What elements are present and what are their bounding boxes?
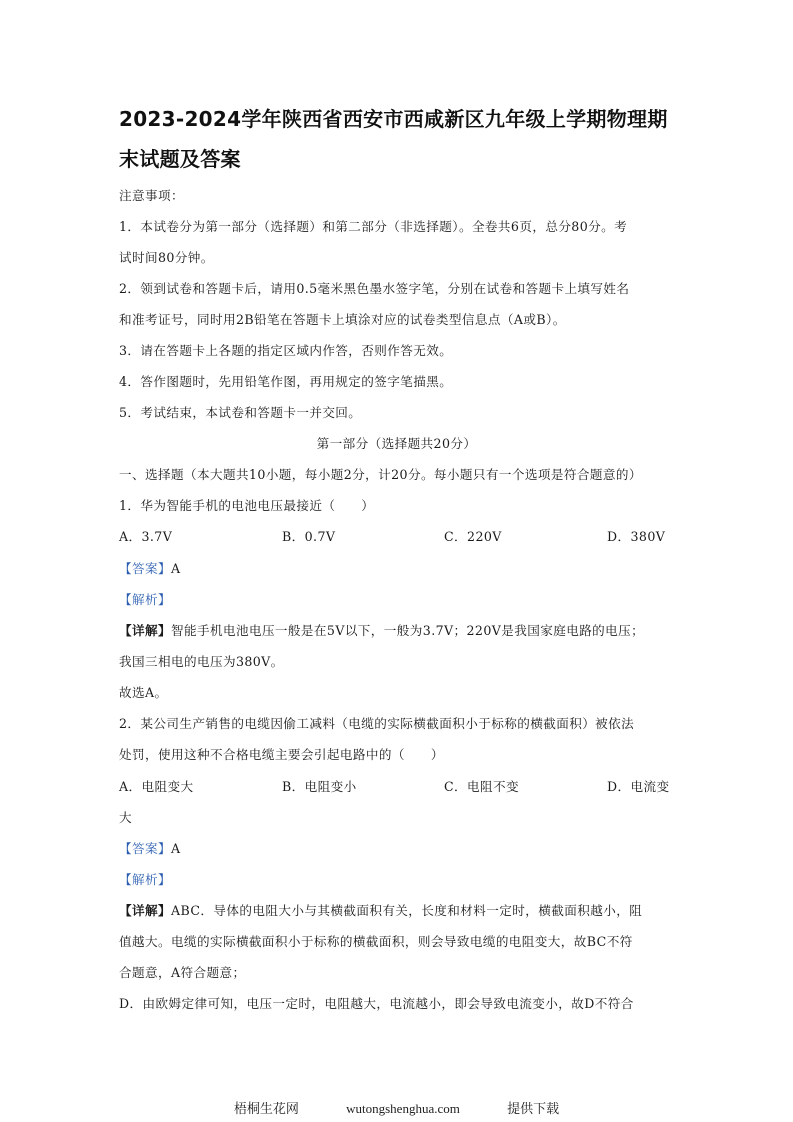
question-1-answer [119,561,684,577]
question-2-analysis [119,872,684,888]
question-2-stem-2: 处罚，使用这种不合格电缆主要会引起电路中的（ ） [119,747,444,762]
part-heading: 第一部分（选择题共20分） [316,436,477,451]
question-1-detail-2: 我国三相电的电压为380V。 [119,654,284,669]
question-1-option-d: D．380V [607,529,666,544]
question-2-detail-2: 值越大。电缆的实际横截面积小于标称的横截面积，则会导致电缆的电阻变大，故BC不符 [119,934,633,949]
question-1-option-a: A．3.7V [119,529,173,544]
notice-1: 1．本试卷分为第一部分（选择题）和第二部分（非选择题）。全卷共6页，总分80分。考 [119,219,628,234]
analysis-label: 【解析】 [119,592,171,607]
question-1-analysis [119,592,684,608]
notice-1-cont: 试时间80分钟。 [119,250,214,265]
question-1-stem: 1．华为智能手机的电池电压最接近（ ） [119,498,375,513]
notice-4: 4．答作图题时，先用铅笔作图，再用规定的签字笔描黑。 [119,374,453,389]
document-title-line-1: 2023-2024学年陕西省西安市西咸新区九年级上学期物理期 [119,107,668,131]
footer-site-name: 梧桐生花网 [233,1101,299,1116]
question-2-stem-1: 2．某公司生产销售的电缆因偷工减料（电缆的实际横截面积小于标称的横截面积）被依法 [119,716,635,731]
notice-2-cont: 和准考证号，同时用2B铅笔在答题卡上填涂对应的试卷类型信息点（A或B）。 [119,312,566,327]
footer-tagline: 提供下载 [507,1101,560,1116]
question-2-option-d: D．电流变 [607,779,670,794]
detail-text: 智能手机电池电压一般是在5V以下，一般为3.7V；220V是我国家庭电路的电压； [170,623,645,638]
answer-value: A [170,561,181,576]
question-2-detail-3: 合题意，A符合题意； [119,965,246,980]
question-1-option-b: B．0.7V [282,529,336,544]
notice-3: 3．请在答题卡上各题的指定区域内作答，否则作答无效。 [119,343,453,358]
question-2-option-c: C．电阻不变 [444,779,520,794]
answer-value: A [170,841,181,856]
answer-label: 【答案】 [119,841,171,856]
detail-label: 【详解】 [119,623,171,638]
question-1-detail-1 [119,623,684,639]
section-heading: 一、选择题（本大题共10小题，每小题2分，计20分。每小题只有一个选项是符合题意的） [119,467,642,482]
analysis-label: 【解析】 [119,872,171,887]
question-2-answer [119,841,684,857]
notice-5: 5．考试结束，本试卷和答题卡一并交回。 [119,405,362,420]
page-footer [0,1098,793,1117]
question-2-option-b: B．电阻变小 [282,779,357,794]
question-2-option-a: A．电阻变大 [119,779,194,794]
document-title-line-2: 末试题及答案 [119,147,241,171]
question-2-option-d-overflow: 大 [119,810,132,825]
detail-label: 【详解】 [119,903,171,918]
answer-label: 【答案】 [119,561,171,576]
question-2-detail-4: D．由欧姆定律可知，电压一定时，电阻越大，电流越小，即会导致电流变小，故D不符合 [119,996,634,1011]
question-1-conclusion: 故选A。 [119,685,168,700]
notice-2: 2．领到试卷和答题卡后，请用0.5毫米黑色墨水签字笔，分别在试卷和答题卡上填写姓名 [119,281,630,296]
detail-text: ABC．导体的电阻大小与其横截面积有关，长度和材料一定时，横截面积越小，阻 [170,903,643,918]
notice-heading: 注意事项： [119,188,184,203]
question-2-detail-1 [119,903,684,919]
footer-site-url[interactable]: wutongshenghua.com [346,1101,460,1116]
question-1-option-c: C．220V [444,529,502,544]
